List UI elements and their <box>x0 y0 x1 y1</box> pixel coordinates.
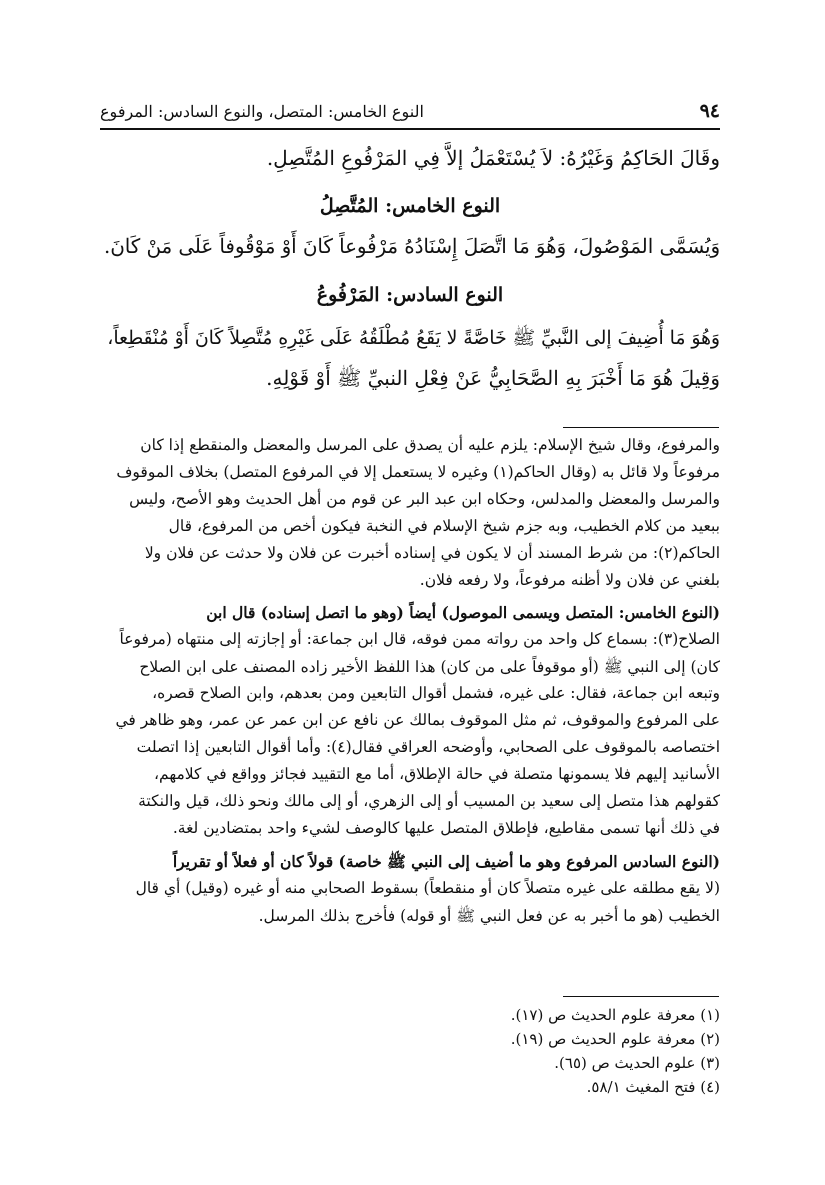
commentary-line: وتبعه ابن جماعة، فقال: على غيره، فشمل أقوال التابعين ومن بعدهم، وابن الصلاح قصره، <box>152 684 720 702</box>
commentary-line: في ذلك أنها تسمى مقاطيع، فإطلاق المتصل عليها كالوصف لشيء واحد بمتضادين لغة. <box>172 819 720 837</box>
running-header <box>100 100 720 124</box>
footnote-separator <box>563 996 719 997</box>
footnote-4: (٤) فتح المغيث ٥٨/١. <box>586 1078 720 1096</box>
heading-type-6: النوع السادس: المَرْفُوعُ <box>316 284 504 306</box>
main-line-2: وَيُسَمَّى المَوْصُولَ، وَهُوَ مَا اتَّصَلَ إِسْنَادُهُ مَرْفُوعاً كَانَ أَوْ مَوْقُوفاً عَلَى مَنْ كَانَ. <box>103 235 720 258</box>
main-text <box>100 140 720 390</box>
header-rule <box>100 128 720 130</box>
commentary-line: الأسانيد إليهم فلا يسمونها متصلة في حالة الإطلاق، أما مع التقييد فجائز وواقع في كلامهم، <box>154 765 720 783</box>
header-title: النوع الخامس: المتصل، والنوع السادس: المرفوع <box>100 102 424 121</box>
commentary-line: (النوع السادس المرفوع وهو ما أضيف إلى النبي ﷺ خاصة) قولاً كان أو فعلاً أو تقريراً <box>172 852 720 871</box>
main-line-4: وَقِيلَ هُوَ مَا أَخْبَرَ بِهِ الصَّحَابِيُّ عَنْ فِعْلِ النبيِّ ﷺ أَوْ قَوْلِهِ. <box>266 366 720 390</box>
commentary-line: كقولهم هذا متصل إلى سعيد بن المسيب أو إلى الزهري، أو إلى مالك ونحو ذلك، قيل والنكتة <box>138 792 720 810</box>
commentary-line: الخطيب (هو ما أخبر به عن فعل النبي ﷺ أو قوله) فأخرج بذلك المرسل. <box>258 907 720 925</box>
commentary-line: (لا يقع مطلقه على غيره متصلاً كان أو منقطعاً) بسقوط الصحابي منه أو غيره (وقيل) أي قال <box>135 879 720 897</box>
footnote-3: (٣) علوم الحديث ص (٦٥). <box>554 1054 720 1072</box>
commentary-line: مرفوعاً ولا قائل به (وقال الحاكم(١) وغيره لا يستعمل إلا في المرفوع المتصل) بخلاف الموقوف <box>116 463 720 481</box>
commentary-line: كان) إلى النبي ﷺ (أو موقوفاً على من كان) هذا اللفظ الأخير زاده المصنف على ابن الصلاح <box>139 658 720 676</box>
commentary-separator <box>563 427 719 428</box>
commentary <box>100 436 720 966</box>
commentary-line: والمرفوع، وقال شيخ الإسلام: يلزم عليه أن يصدق على المرسل والمعضل والمنقطع إذا كان <box>140 436 720 454</box>
footnote-1: (١) معرفة علوم الحديث ص (١٧). <box>510 1006 720 1024</box>
commentary-line: على المرفوع والموقوف، ثم مثل الموقوف بمالك عن نافع عن ابن عمر عن عمر، وهو ظاهر في <box>115 711 720 729</box>
commentary-line: بلغني عن فلان ولا أظنه مرفوعاً، ولا رفعه فلان. <box>419 571 720 589</box>
commentary-line: (النوع الخامس: المتصل ويسمى الموصول) أيضاً (وهو ما اتصل إسناده) قال ابن <box>206 603 720 622</box>
commentary-line: ببعيد من كلام الخطيب، وبه جزم شيخ الإسلام في النخبة فيكون أخص من المرفوع، قال <box>168 517 720 535</box>
commentary-line: الحاكم(٢): من شرط المسند أن لا يكون في إسناده أخبرت عن فلان ولا حدثت عن فلان ولا <box>144 544 720 562</box>
commentary-line: اختصاصه بالموقوف على الصحابي، وأوضحه العراقي فقال(٤): وأما أقوال التابعين إذا اتصلت <box>136 738 720 756</box>
commentary-line: الصلاح(٣): بسماع كل واحد من رواته ممن فوقه، قال ابن جماعة: أو إجازته إلى منتهاه (مرفوعاً <box>119 630 720 648</box>
commentary-line: والمرسل والمعضل والمدلس، وحكاه ابن عبد البر عن قوم من أهل الحديث وهو الأصح، وليس <box>129 490 720 508</box>
page-number: ٩٤ <box>699 100 720 122</box>
heading-type-5: النوع الخامس: المُتَّصِلُ <box>319 195 501 217</box>
main-line-3: وَهُوَ مَا أُضِيفَ إلى النَّبيِّ ﷺ خَاصَّةً لا يَقَعُ مُطْلَقُهُ عَلَى غَيْرِهِ مُتَّصِلاً كَانَ أَوْ مُنْقَطِعاً، <box>107 328 720 349</box>
main-line-1: وقَالَ الحَاكِمُ وَغَيْرُهُ: لاَ يُسْتَعْمَلُ إلاَّ فِي المَرْفُوعِ المُتَّصِلِ. <box>266 146 720 170</box>
footnotes <box>100 1006 720 1116</box>
footnote-2: (٢) معرفة علوم الحديث ص (١٩). <box>510 1030 720 1048</box>
